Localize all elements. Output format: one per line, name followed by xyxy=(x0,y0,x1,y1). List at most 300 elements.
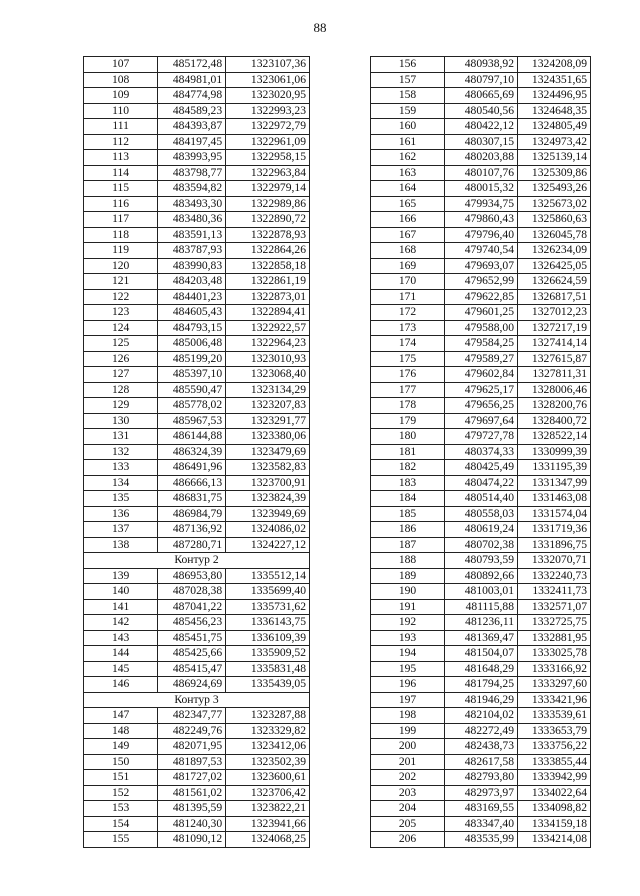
table-row xyxy=(84,677,310,693)
table-row xyxy=(84,274,310,290)
point-number: 109 xyxy=(84,88,158,104)
coordinate-x: 481090,12 xyxy=(158,832,226,848)
coordinate-y: 1332881,95 xyxy=(518,630,591,646)
point-number: 108 xyxy=(84,72,158,88)
coordinate-x: 484793,15 xyxy=(158,320,226,336)
point-number: 134 xyxy=(84,475,158,491)
coordinate-x: 480665,69 xyxy=(445,88,518,104)
table-row xyxy=(84,460,310,476)
coordinate-y: 1326425,05 xyxy=(518,258,591,274)
table-row xyxy=(371,785,591,801)
contour-heading: Контур 3 xyxy=(84,692,310,708)
point-number: 153 xyxy=(84,801,158,817)
point-number: 136 xyxy=(84,506,158,522)
table-row xyxy=(84,801,310,817)
point-number: 120 xyxy=(84,258,158,274)
coordinate-y: 1324805,49 xyxy=(518,119,591,135)
point-number: 127 xyxy=(84,367,158,383)
table-row xyxy=(371,150,591,166)
coordinate-y: 1334159,18 xyxy=(518,816,591,832)
table-row xyxy=(371,274,591,290)
coordinate-x: 486984,79 xyxy=(158,506,226,522)
table-row xyxy=(371,692,591,708)
coordinate-y: 1325309,86 xyxy=(518,165,591,181)
coordinate-x: 481794,25 xyxy=(445,677,518,693)
point-number: 133 xyxy=(84,460,158,476)
table-row xyxy=(84,351,310,367)
coordinate-y: 1323502,39 xyxy=(226,754,310,770)
coordinate-y: 1328522,14 xyxy=(518,429,591,445)
point-number: 150 xyxy=(84,754,158,770)
coordinate-y: 1327414,14 xyxy=(518,336,591,352)
table-row xyxy=(371,661,591,677)
coordinate-y: 1330999,39 xyxy=(518,444,591,460)
point-number: 110 xyxy=(84,103,158,119)
coordinate-y: 1333653,79 xyxy=(518,723,591,739)
table-row xyxy=(371,677,591,693)
point-number: 138 xyxy=(84,537,158,553)
coordinate-y: 1323207,83 xyxy=(226,398,310,414)
point-number: 137 xyxy=(84,522,158,538)
coordinate-y: 1323949,69 xyxy=(226,506,310,522)
coordinate-y: 1328200,76 xyxy=(518,398,591,414)
table-row xyxy=(84,568,310,584)
coordinate-x: 486324,39 xyxy=(158,444,226,460)
table-row xyxy=(84,243,310,259)
coordinate-y: 1333756,22 xyxy=(518,739,591,755)
table-row xyxy=(84,305,310,321)
table-row xyxy=(84,816,310,832)
coordinate-y: 1333025,78 xyxy=(518,646,591,662)
coordinate-x: 482617,58 xyxy=(445,754,518,770)
point-number: 206 xyxy=(371,832,445,848)
coordinate-y: 1322922,57 xyxy=(226,320,310,336)
point-number: 113 xyxy=(84,150,158,166)
coordinate-x: 482071,95 xyxy=(158,739,226,755)
point-number: 135 xyxy=(84,491,158,507)
coordinate-x: 480514,40 xyxy=(445,491,518,507)
table-row xyxy=(371,88,591,104)
coordinate-y: 1328400,72 xyxy=(518,413,591,429)
coordinate-x: 482793,80 xyxy=(445,770,518,786)
coordinate-y: 1335831,48 xyxy=(226,661,310,677)
coordinate-x: 485172,48 xyxy=(158,57,226,73)
coordinate-x: 481236,11 xyxy=(445,615,518,631)
point-number: 121 xyxy=(84,274,158,290)
point-number: 204 xyxy=(371,801,445,817)
coordinate-y: 1327811,31 xyxy=(518,367,591,383)
point-number: 174 xyxy=(371,336,445,352)
coordinate-x: 483594,82 xyxy=(158,181,226,197)
contour-heading-row xyxy=(84,553,310,569)
coordinate-x: 485451,75 xyxy=(158,630,226,646)
coordinate-x: 485967,53 xyxy=(158,413,226,429)
point-number: 182 xyxy=(371,460,445,476)
table-row xyxy=(371,413,591,429)
coordinate-x: 480793,59 xyxy=(445,553,518,569)
coordinate-y: 1327615,87 xyxy=(518,351,591,367)
table-row xyxy=(84,429,310,445)
coordinate-y: 1324351,65 xyxy=(518,72,591,88)
coordinate-y: 1323706,42 xyxy=(226,785,310,801)
coordinate-x: 479652,99 xyxy=(445,274,518,290)
coordinate-y: 1324973,42 xyxy=(518,134,591,150)
coordinate-y: 1323010,93 xyxy=(226,351,310,367)
coordinate-x: 479622,85 xyxy=(445,289,518,305)
table-row xyxy=(371,134,591,150)
coordinate-y: 1331896,75 xyxy=(518,537,591,553)
coordinate-y: 1323380,06 xyxy=(226,429,310,445)
point-number: 131 xyxy=(84,429,158,445)
coordinate-x: 480540,56 xyxy=(445,103,518,119)
coordinate-x: 481648,29 xyxy=(445,661,518,677)
coordinate-y: 1333421,96 xyxy=(518,692,591,708)
point-number: 198 xyxy=(371,708,445,724)
point-number: 173 xyxy=(371,320,445,336)
table-row xyxy=(84,584,310,600)
coordinate-x: 482438,73 xyxy=(445,739,518,755)
table-row xyxy=(84,615,310,631)
point-number: 199 xyxy=(371,723,445,739)
table-row xyxy=(84,196,310,212)
coordinate-x: 479589,27 xyxy=(445,351,518,367)
table-row xyxy=(84,770,310,786)
coordinate-y: 1335699,40 xyxy=(226,584,310,600)
coordinate-x: 482347,77 xyxy=(158,708,226,724)
coordinate-x: 481897,53 xyxy=(158,754,226,770)
table-row xyxy=(371,289,591,305)
coordinate-y: 1326234,09 xyxy=(518,243,591,259)
coordinate-x: 479934,75 xyxy=(445,196,518,212)
point-number: 181 xyxy=(371,444,445,460)
coordinate-x: 480892,66 xyxy=(445,568,518,584)
point-number: 144 xyxy=(84,646,158,662)
point-number: 161 xyxy=(371,134,445,150)
coordinate-y: 1323412,06 xyxy=(226,739,310,755)
table-row xyxy=(371,630,591,646)
point-number: 146 xyxy=(84,677,158,693)
coordinate-x: 482104,02 xyxy=(445,708,518,724)
point-number: 162 xyxy=(371,150,445,166)
coordinate-x: 479584,25 xyxy=(445,336,518,352)
coordinate-y: 1323020,95 xyxy=(226,88,310,104)
point-number: 142 xyxy=(84,615,158,631)
point-number: 177 xyxy=(371,382,445,398)
coordinate-x: 481003,01 xyxy=(445,584,518,600)
table-row xyxy=(371,165,591,181)
table-row xyxy=(371,646,591,662)
coordinate-y: 1332240,73 xyxy=(518,568,591,584)
point-number: 170 xyxy=(371,274,445,290)
point-number: 159 xyxy=(371,103,445,119)
point-number: 183 xyxy=(371,475,445,491)
table-row xyxy=(371,816,591,832)
coordinate-y: 1332571,07 xyxy=(518,599,591,615)
table-row xyxy=(84,832,310,848)
coordinate-x: 480558,03 xyxy=(445,506,518,522)
coordinate-x: 483493,30 xyxy=(158,196,226,212)
coordinate-y: 1331463,08 xyxy=(518,491,591,507)
coordinate-y: 1323287,88 xyxy=(226,708,310,724)
coordinate-x: 481946,29 xyxy=(445,692,518,708)
point-number: 166 xyxy=(371,212,445,228)
coordinate-y: 1324648,35 xyxy=(518,103,591,119)
coordinate-x: 483990,83 xyxy=(158,258,226,274)
coordinate-x: 484203,48 xyxy=(158,274,226,290)
coordinate-x: 480938,92 xyxy=(445,57,518,73)
point-number: 114 xyxy=(84,165,158,181)
point-number: 140 xyxy=(84,584,158,600)
table-row xyxy=(371,522,591,538)
coordinate-y: 1332725,75 xyxy=(518,615,591,631)
coordinate-y: 1325493,26 xyxy=(518,181,591,197)
coordinate-x: 481115,88 xyxy=(445,599,518,615)
point-number: 164 xyxy=(371,181,445,197)
point-number: 152 xyxy=(84,785,158,801)
point-number: 151 xyxy=(84,770,158,786)
table-row xyxy=(371,444,591,460)
point-number: 172 xyxy=(371,305,445,321)
coordinate-x: 480474,22 xyxy=(445,475,518,491)
table-row xyxy=(371,72,591,88)
table-row xyxy=(371,537,591,553)
point-number: 186 xyxy=(371,522,445,538)
table-row xyxy=(371,367,591,383)
table-row xyxy=(84,723,310,739)
coordinate-y: 1323291,77 xyxy=(226,413,310,429)
point-number: 200 xyxy=(371,739,445,755)
table-row xyxy=(371,212,591,228)
page-number: 88 xyxy=(313,20,327,35)
coordinate-y: 1323700,91 xyxy=(226,475,310,491)
coordinate-y: 1335731,62 xyxy=(226,599,310,615)
table-row xyxy=(84,212,310,228)
coordinate-x: 487041,22 xyxy=(158,599,226,615)
point-number: 119 xyxy=(84,243,158,259)
coordinate-x: 480107,76 xyxy=(445,165,518,181)
coordinate-y: 1322894,41 xyxy=(226,305,310,321)
coordinate-y: 1322964,23 xyxy=(226,336,310,352)
table-row xyxy=(371,460,591,476)
coordinate-x: 479602,84 xyxy=(445,367,518,383)
point-number: 180 xyxy=(371,429,445,445)
table-row xyxy=(84,134,310,150)
point-number: 185 xyxy=(371,506,445,522)
point-number: 107 xyxy=(84,57,158,73)
coordinate-y: 1323479,69 xyxy=(226,444,310,460)
coordinate-x: 485590,47 xyxy=(158,382,226,398)
coordinate-x: 479656,25 xyxy=(445,398,518,414)
point-number: 202 xyxy=(371,770,445,786)
coordinate-x: 483480,36 xyxy=(158,212,226,228)
coordinate-x: 487028,38 xyxy=(158,584,226,600)
table-row xyxy=(371,568,591,584)
table-row xyxy=(84,382,310,398)
point-number: 195 xyxy=(371,661,445,677)
coordinate-x: 483169,55 xyxy=(445,801,518,817)
coordinate-y: 1323941,66 xyxy=(226,816,310,832)
coordinate-y: 1322989,86 xyxy=(226,196,310,212)
coordinate-y: 1322878,93 xyxy=(226,227,310,243)
point-number: 149 xyxy=(84,739,158,755)
table-row xyxy=(371,305,591,321)
coordinate-y: 1333855,44 xyxy=(518,754,591,770)
coordinate-y: 1324227,12 xyxy=(226,537,310,553)
coordinate-x: 482249,76 xyxy=(158,723,226,739)
point-number: 190 xyxy=(371,584,445,600)
coordinate-y: 1332070,71 xyxy=(518,553,591,569)
coordinate-x: 480425,49 xyxy=(445,460,518,476)
contour-heading-row xyxy=(84,692,310,708)
point-number: 122 xyxy=(84,289,158,305)
coordinate-x: 479860,43 xyxy=(445,212,518,228)
table-row xyxy=(84,88,310,104)
table-row xyxy=(84,506,310,522)
point-number: 147 xyxy=(84,708,158,724)
coordinate-x: 485397,10 xyxy=(158,367,226,383)
coordinate-y: 1322993,23 xyxy=(226,103,310,119)
point-number: 130 xyxy=(84,413,158,429)
table-row xyxy=(84,475,310,491)
coordinate-y: 1324208,09 xyxy=(518,57,591,73)
coordinate-x: 484605,43 xyxy=(158,305,226,321)
coordinate-y: 1335512,14 xyxy=(226,568,310,584)
point-number: 141 xyxy=(84,599,158,615)
table-row xyxy=(84,57,310,73)
table-row xyxy=(84,661,310,677)
point-number: 191 xyxy=(371,599,445,615)
coordinate-y: 1333166,92 xyxy=(518,661,591,677)
coordinate-x: 486831,75 xyxy=(158,491,226,507)
coordinate-x: 483993,95 xyxy=(158,150,226,166)
coordinate-x: 486144,88 xyxy=(158,429,226,445)
table-row xyxy=(84,119,310,135)
coordinate-y: 1326624,59 xyxy=(518,274,591,290)
coordinate-y: 1322890,72 xyxy=(226,212,310,228)
point-number: 115 xyxy=(84,181,158,197)
coordinate-y: 1326045,78 xyxy=(518,227,591,243)
table-row xyxy=(371,181,591,197)
coordinate-y: 1323134,29 xyxy=(226,382,310,398)
table-row xyxy=(371,320,591,336)
coordinate-x: 485456,23 xyxy=(158,615,226,631)
coordinate-y: 1322864,26 xyxy=(226,243,310,259)
coordinate-x: 479601,25 xyxy=(445,305,518,321)
coordinate-y: 1325673,02 xyxy=(518,196,591,212)
coordinate-x: 483798,77 xyxy=(158,165,226,181)
coordinate-y: 1334022,64 xyxy=(518,785,591,801)
point-number: 167 xyxy=(371,227,445,243)
coordinate-y: 1322858,18 xyxy=(226,258,310,274)
table-row xyxy=(371,382,591,398)
table-row xyxy=(371,227,591,243)
coordinate-y: 1333297,60 xyxy=(518,677,591,693)
coordinate-y: 1322961,09 xyxy=(226,134,310,150)
table-row xyxy=(84,289,310,305)
coordinate-y: 1336143,75 xyxy=(226,615,310,631)
point-number: 193 xyxy=(371,630,445,646)
point-number: 179 xyxy=(371,413,445,429)
point-number: 176 xyxy=(371,367,445,383)
coordinate-y: 1323824,39 xyxy=(226,491,310,507)
coordinate-y: 1334098,82 xyxy=(518,801,591,817)
table-row xyxy=(371,553,591,569)
coordinate-x: 479697,64 xyxy=(445,413,518,429)
coordinate-y: 1332411,73 xyxy=(518,584,591,600)
coordinate-y: 1323107,36 xyxy=(226,57,310,73)
coordinate-x: 484401,23 xyxy=(158,289,226,305)
point-number: 175 xyxy=(371,351,445,367)
point-number: 165 xyxy=(371,196,445,212)
coordinate-x: 481727,02 xyxy=(158,770,226,786)
point-number: 168 xyxy=(371,243,445,259)
coordinate-x: 486924,69 xyxy=(158,677,226,693)
point-number: 154 xyxy=(84,816,158,832)
point-number: 156 xyxy=(371,57,445,73)
point-number: 123 xyxy=(84,305,158,321)
contour-heading: Контур 2 xyxy=(84,553,310,569)
table-row xyxy=(84,630,310,646)
table-row xyxy=(371,336,591,352)
coordinate-x: 484197,45 xyxy=(158,134,226,150)
coordinate-x: 486953,80 xyxy=(158,568,226,584)
table-row xyxy=(371,615,591,631)
coordinate-y: 1325860,63 xyxy=(518,212,591,228)
coordinate-x: 485006,48 xyxy=(158,336,226,352)
point-number: 192 xyxy=(371,615,445,631)
point-number: 157 xyxy=(371,72,445,88)
point-number: 117 xyxy=(84,212,158,228)
coordinate-y: 1328006,46 xyxy=(518,382,591,398)
coordinate-y: 1324086,02 xyxy=(226,522,310,538)
coordinate-x: 481561,02 xyxy=(158,785,226,801)
coordinate-x: 480797,10 xyxy=(445,72,518,88)
table-row xyxy=(371,119,591,135)
table-row xyxy=(371,57,591,73)
table-row xyxy=(371,103,591,119)
table-row xyxy=(371,196,591,212)
point-number: 132 xyxy=(84,444,158,460)
coordinate-y: 1331195,39 xyxy=(518,460,591,476)
table-row xyxy=(84,336,310,352)
coordinate-x: 486666,13 xyxy=(158,475,226,491)
point-number: 112 xyxy=(84,134,158,150)
coordinate-x: 485425,66 xyxy=(158,646,226,662)
point-number: 197 xyxy=(371,692,445,708)
coordinate-x: 486491,96 xyxy=(158,460,226,476)
point-number: 171 xyxy=(371,289,445,305)
table-row xyxy=(84,708,310,724)
table-row xyxy=(84,739,310,755)
coordinate-x: 481395,59 xyxy=(158,801,226,817)
coordinate-x: 483535,99 xyxy=(445,832,518,848)
coordinate-y: 1333539,61 xyxy=(518,708,591,724)
point-number: 163 xyxy=(371,165,445,181)
point-number: 169 xyxy=(371,258,445,274)
coordinate-x: 480374,33 xyxy=(445,444,518,460)
coordinate-x: 480702,38 xyxy=(445,537,518,553)
coordinate-x: 479740,54 xyxy=(445,243,518,259)
coordinate-x: 484981,01 xyxy=(158,72,226,88)
coordinate-x: 481504,07 xyxy=(445,646,518,662)
point-number: 126 xyxy=(84,351,158,367)
table-row xyxy=(371,491,591,507)
coordinate-x: 480203,88 xyxy=(445,150,518,166)
coordinate-y: 1323068,40 xyxy=(226,367,310,383)
table-row xyxy=(84,599,310,615)
table-row xyxy=(371,708,591,724)
coordinate-y: 1336109,39 xyxy=(226,630,310,646)
